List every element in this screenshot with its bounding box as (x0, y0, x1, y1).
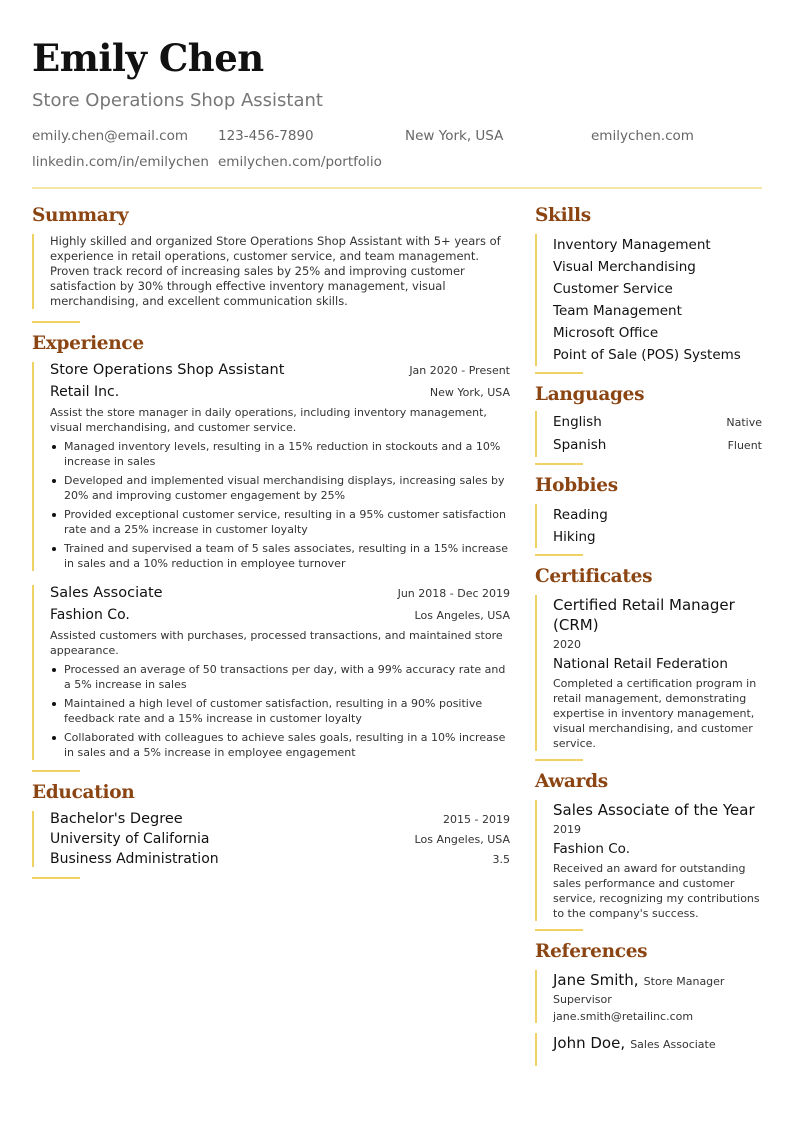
education-school-row (50, 831, 510, 847)
job-bullets (50, 439, 510, 571)
job-company-row (50, 384, 510, 400)
gpa: 3.5 (492, 853, 510, 866)
language-name: Spanish (553, 437, 607, 453)
left-column (32, 205, 510, 879)
certificates-underline (535, 759, 583, 761)
experience-heading: Experience (32, 333, 144, 354)
summary-underline (32, 321, 80, 323)
language-level: Native (726, 416, 762, 429)
skill-item: Inventory Management (553, 237, 711, 253)
skill-item: Visual Merchandising (553, 259, 696, 275)
languages-underline (535, 463, 583, 465)
job-header (50, 362, 510, 378)
job-company: Fashion Co. (50, 607, 130, 623)
job-title: Store Operations Shop Assistant (50, 362, 285, 378)
hobbies-underline (535, 554, 583, 556)
degree: Bachelor's Degree (50, 811, 183, 827)
reference-role: Store Manager (643, 975, 725, 988)
list-item: Managed inventory levels, resulting in a 15% reduction in stockouts and a 10% increase in sales (50, 439, 510, 469)
skills-list (535, 234, 762, 366)
reference-name: John Doe, (553, 1034, 626, 1052)
list-item: Maintained a high level of customer satisfaction, resulting in a 90% positive feedback rate and a 15% increase in customer loyalty (50, 696, 510, 726)
email-link[interactable]: emily.chen@email.com (32, 128, 189, 144)
job-date: Jun 2018 - Dec 2019 (397, 587, 510, 600)
reference-role-secondary: Supervisor (553, 993, 612, 1006)
award-description: Received an award for outstanding sales performance and customer service, recognizing my contributions to the company's success. (553, 862, 760, 920)
job-company: Retail Inc. (50, 384, 120, 400)
skills-underline (535, 372, 583, 374)
candidate-name: Emily Chen (32, 36, 264, 80)
skill-item: Point of Sale (POS) Systems (553, 347, 741, 363)
hobby-item: Reading (553, 507, 608, 523)
phone-text: 123-456-7890 (218, 128, 314, 144)
hobby-item: Hiking (553, 529, 596, 545)
experience-underline (32, 770, 80, 772)
certificate-name: Certified Retail Manager (CRM) (553, 596, 735, 634)
reference-header (553, 970, 762, 989)
job-location: Los Angeles, USA (414, 609, 510, 622)
reference-entry (535, 970, 762, 1023)
summary-block (32, 234, 510, 309)
linkedin-link[interactable]: linkedin.com/in/emilychen (32, 154, 209, 170)
language-row (553, 411, 762, 434)
certificate-issuer: National Retail Federation (553, 656, 728, 672)
awards-heading: Awards (535, 771, 608, 792)
summary-heading: Summary (32, 205, 129, 226)
list-item: Trained and supervised a team of 5 sales associates, resulting in a 15% increase in sales and a 10% reduction in employee turnover (50, 541, 510, 571)
school: University of California (50, 831, 210, 847)
job-date: Jan 2020 - Present (409, 364, 510, 377)
job-location: New York, USA (429, 386, 510, 399)
job-description: Assisted customers with purchases, processed transactions, and maintained store appearance. (50, 629, 503, 657)
education-heading: Education (32, 782, 135, 803)
list-item: Processed an average of 50 transactions per day, with a 99% accuracy rate and a 5% increase in sales (50, 662, 510, 692)
award-year: 2019 (553, 823, 581, 836)
award-entry (535, 800, 762, 921)
hobbies-heading: Hobbies (535, 475, 618, 496)
education-header (50, 811, 510, 827)
list-item: Provided exceptional customer service, resulting in a 95% customer satisfaction rate and a 25% increase in customer loyalty (50, 507, 510, 537)
job-entry (32, 362, 510, 571)
skill-item: Team Management (553, 303, 682, 319)
field-of-study: Business Administration (50, 851, 219, 867)
job-header (50, 585, 510, 601)
job-description: Assist the store manager in daily operations, including inventory management, visual merchandising, and customer service. (50, 406, 487, 434)
awards-underline (535, 929, 583, 931)
list-item: Collaborated with colleagues to achieve sales goals, resulting in a 10% increase in sales and a 5% increase in employee engagement (50, 730, 510, 760)
header-divider (32, 187, 762, 189)
candidate-role: Store Operations Shop Assistant (32, 90, 323, 111)
reference-email[interactable]: jane.smith@retailinc.com (553, 1010, 694, 1023)
right-column (535, 205, 762, 1066)
language-row (553, 434, 762, 457)
award-name: Sales Associate of the Year (553, 801, 755, 819)
skill-item: Customer Service (553, 281, 673, 297)
certificate-description: Completed a certification program in retail management, demonstrating expertise in inventory management, visual merchandising, and customer service. (553, 677, 757, 750)
list-item: Developed and implemented visual merchandising displays, increasing sales by 20% and improving customer engagement by 25% (50, 473, 510, 503)
award-issuer: Fashion Co. (553, 841, 630, 857)
location-text: New York, USA (405, 128, 504, 144)
job-bullets (50, 662, 510, 760)
certificates-heading: Certificates (535, 566, 653, 587)
certificate-entry (535, 595, 762, 751)
job-title: Sales Associate (50, 585, 163, 601)
education-date: 2015 - 2019 (443, 813, 510, 826)
language-name: English (553, 414, 602, 430)
language-level: Fluent (727, 439, 762, 452)
summary-text: Highly skilled and organized Store Operations Shop Assistant with 5+ years of experience in retail operations, customer service, and team management. Proven track record of increasing sales by 25% and improving customer satisfaction by 30% through effective inventory management, visual merchandising, and excellent communication skills. (50, 234, 501, 308)
portfolio-link[interactable]: emilychen.com/portfolio (218, 154, 382, 170)
skills-heading: Skills (535, 205, 591, 226)
reference-name: Jane Smith, (553, 971, 639, 989)
reference-header (553, 1033, 762, 1052)
website-link[interactable]: emilychen.com (591, 128, 694, 144)
education-underline (32, 877, 80, 879)
skill-item: Microsoft Office (553, 325, 659, 341)
certificate-year: 2020 (553, 638, 581, 651)
education-field-row (50, 851, 510, 867)
languages-list (535, 411, 762, 457)
school-location: Los Angeles, USA (414, 833, 510, 846)
references-heading: References (535, 941, 648, 962)
job-company-row (50, 607, 510, 623)
reference-entry (535, 1033, 762, 1066)
reference-role: Sales Associate (630, 1038, 716, 1051)
education-entry (32, 811, 510, 867)
job-entry (32, 585, 510, 760)
languages-heading: Languages (535, 384, 645, 405)
hobbies-list (535, 504, 762, 548)
